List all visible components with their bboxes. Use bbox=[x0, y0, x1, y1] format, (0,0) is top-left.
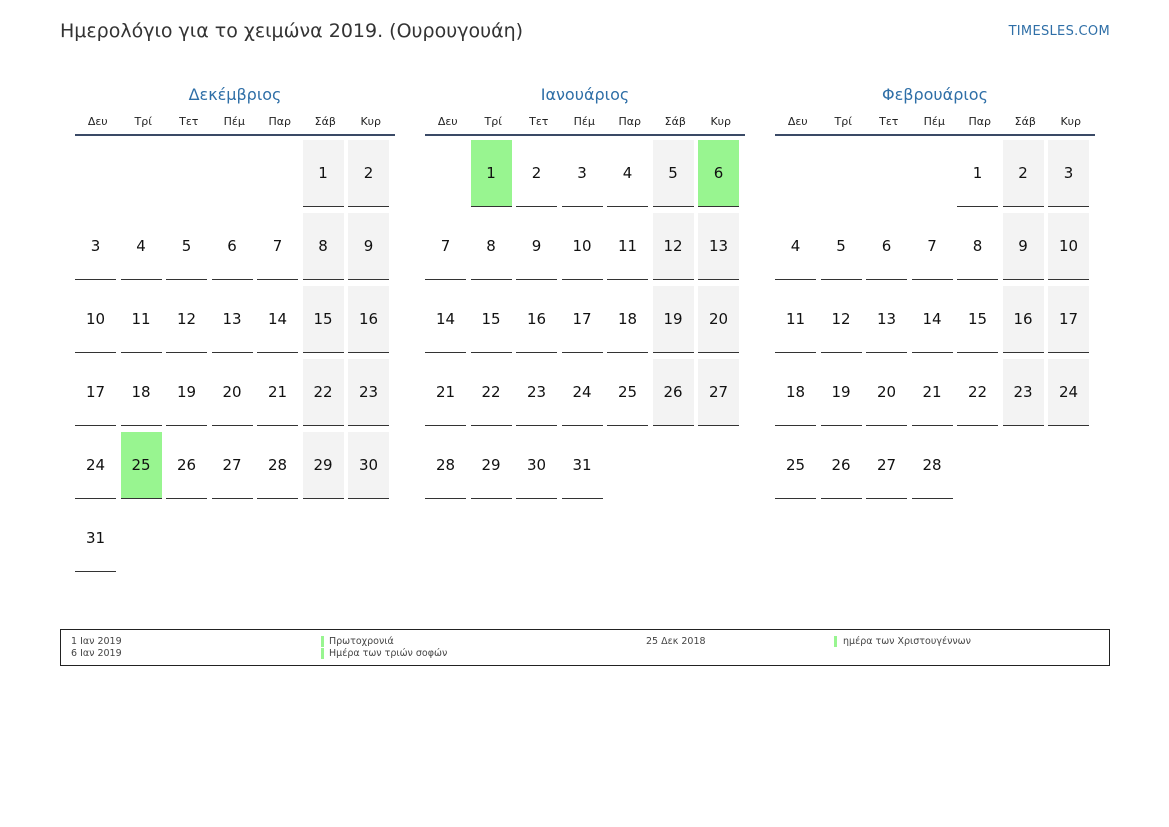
day-cell: 3 bbox=[75, 213, 116, 280]
day-cell: 4 bbox=[607, 140, 648, 207]
empty-day-cell bbox=[957, 432, 998, 499]
weekday-label: Πέμ bbox=[223, 115, 245, 128]
calendar-week bbox=[75, 505, 395, 578]
empty-day-cell bbox=[348, 505, 389, 572]
calendar-week bbox=[425, 213, 745, 286]
calendar-week bbox=[425, 286, 745, 359]
day-cell: 7 bbox=[425, 213, 466, 280]
day-cell: 18 bbox=[121, 359, 162, 426]
weekday-label: Κυρ bbox=[360, 115, 382, 128]
day-cell: 15 bbox=[471, 286, 512, 353]
day-cell: 30 bbox=[516, 432, 557, 499]
weekday-header bbox=[775, 110, 1095, 136]
day-cell: 11 bbox=[121, 286, 162, 353]
day-cell: 28 bbox=[912, 432, 953, 499]
page-title: Ημερολόγιο για το χειμώνα 2019. (Ουρουγουάη) bbox=[60, 20, 524, 42]
weekend-day-cell: 23 bbox=[1003, 359, 1044, 426]
day-cell: 10 bbox=[75, 286, 116, 353]
day-cell: 15 bbox=[957, 286, 998, 353]
day-cell: 24 bbox=[75, 432, 116, 499]
calendar-week bbox=[775, 286, 1095, 359]
month-december bbox=[75, 80, 395, 578]
month-february bbox=[775, 80, 1095, 505]
calendar-week bbox=[425, 359, 745, 432]
day-cell: 14 bbox=[425, 286, 466, 353]
day-cell: 28 bbox=[257, 432, 298, 499]
legend-date: 1 Ιαν 2019 bbox=[71, 636, 122, 647]
month-january bbox=[425, 80, 745, 505]
empty-day-cell bbox=[212, 140, 253, 207]
day-cell: 26 bbox=[166, 432, 207, 499]
empty-day-cell bbox=[303, 505, 344, 572]
empty-day-cell bbox=[866, 140, 907, 207]
day-cell: 4 bbox=[775, 213, 816, 280]
weekend-day-cell: 20 bbox=[698, 286, 739, 353]
holiday-day-cell: 6 bbox=[698, 140, 739, 207]
day-cell: 14 bbox=[912, 286, 953, 353]
legend-marker bbox=[321, 636, 324, 647]
legend-marker bbox=[321, 648, 324, 659]
weekend-day-cell: 16 bbox=[1003, 286, 1044, 353]
legend-date: 6 Ιαν 2019 bbox=[71, 648, 122, 659]
day-cell: 3 bbox=[562, 140, 603, 207]
empty-day-cell bbox=[257, 140, 298, 207]
weekday-label: Παρ bbox=[268, 115, 291, 128]
day-cell: 8 bbox=[471, 213, 512, 280]
day-cell: 31 bbox=[75, 505, 116, 572]
legend-date: 25 Δεκ 2018 bbox=[646, 636, 706, 647]
empty-day-cell bbox=[1003, 432, 1044, 499]
month-grid bbox=[425, 136, 745, 505]
day-cell: 20 bbox=[866, 359, 907, 426]
month-title: Δεκέμβριος bbox=[188, 85, 282, 104]
weekend-day-cell: 2 bbox=[348, 140, 389, 207]
empty-day-cell bbox=[653, 432, 694, 499]
day-cell: 2 bbox=[516, 140, 557, 207]
weekend-day-cell: 10 bbox=[1048, 213, 1089, 280]
day-cell: 11 bbox=[607, 213, 648, 280]
weekday-label: Τετ bbox=[529, 115, 549, 128]
weekday-label: Παρ bbox=[968, 115, 991, 128]
calendar-week bbox=[75, 432, 395, 505]
empty-day-cell bbox=[121, 505, 162, 572]
weekday-label: Τετ bbox=[179, 115, 199, 128]
day-cell: 13 bbox=[212, 286, 253, 353]
weekday-label: Πέμ bbox=[573, 115, 595, 128]
weekday-header bbox=[425, 110, 745, 136]
legend-marker bbox=[834, 636, 837, 647]
day-cell: 17 bbox=[562, 286, 603, 353]
day-cell: 31 bbox=[562, 432, 603, 499]
empty-day-cell bbox=[425, 140, 466, 207]
day-cell: 7 bbox=[257, 213, 298, 280]
weekday-label: Σάβ bbox=[314, 115, 336, 128]
weekend-day-cell: 1 bbox=[303, 140, 344, 207]
day-cell: 20 bbox=[212, 359, 253, 426]
holiday-day-cell: 25 bbox=[121, 432, 162, 499]
day-cell: 28 bbox=[425, 432, 466, 499]
day-cell: 6 bbox=[866, 213, 907, 280]
weekend-day-cell: 9 bbox=[348, 213, 389, 280]
calendar-week bbox=[75, 359, 395, 432]
weekday-label: Δευ bbox=[787, 115, 808, 128]
day-cell: 22 bbox=[471, 359, 512, 426]
day-cell: 19 bbox=[166, 359, 207, 426]
weekend-day-cell: 8 bbox=[303, 213, 344, 280]
weekend-day-cell: 27 bbox=[698, 359, 739, 426]
day-cell: 14 bbox=[257, 286, 298, 353]
day-cell: 25 bbox=[607, 359, 648, 426]
day-cell: 23 bbox=[516, 359, 557, 426]
month-title: Φεβρουάριος bbox=[882, 85, 988, 104]
month-grid bbox=[775, 136, 1095, 505]
weekend-day-cell: 13 bbox=[698, 213, 739, 280]
weekday-label: Τρί bbox=[484, 115, 502, 128]
day-cell: 13 bbox=[866, 286, 907, 353]
holiday-legend bbox=[60, 629, 1110, 666]
day-cell: 7 bbox=[912, 213, 953, 280]
empty-day-cell bbox=[166, 140, 207, 207]
day-cell: 21 bbox=[425, 359, 466, 426]
weekday-label: Πέμ bbox=[923, 115, 945, 128]
empty-day-cell bbox=[1048, 432, 1089, 499]
weekend-day-cell: 12 bbox=[653, 213, 694, 280]
weekend-day-cell: 22 bbox=[303, 359, 344, 426]
empty-day-cell bbox=[607, 432, 648, 499]
calendar-week bbox=[425, 432, 745, 505]
weekday-label: Δευ bbox=[437, 115, 458, 128]
day-cell: 27 bbox=[866, 432, 907, 499]
weekend-day-cell: 29 bbox=[303, 432, 344, 499]
weekend-day-cell: 2 bbox=[1003, 140, 1044, 207]
day-cell: 5 bbox=[166, 213, 207, 280]
holiday-day-cell: 1 bbox=[471, 140, 512, 207]
calendar-week bbox=[775, 140, 1095, 213]
empty-day-cell bbox=[75, 140, 116, 207]
calendar-week bbox=[75, 140, 395, 213]
calendar-week bbox=[75, 213, 395, 286]
legend-holiday-name: ημέρα των Χριστουγέννων bbox=[843, 636, 971, 647]
day-cell: 26 bbox=[821, 432, 862, 499]
day-cell: 16 bbox=[516, 286, 557, 353]
weekday-label: Κυρ bbox=[1060, 115, 1082, 128]
empty-day-cell bbox=[821, 140, 862, 207]
weekend-day-cell: 19 bbox=[653, 286, 694, 353]
calendar-week bbox=[775, 359, 1095, 432]
weekday-label: Τετ bbox=[879, 115, 899, 128]
weekend-day-cell: 9 bbox=[1003, 213, 1044, 280]
empty-day-cell bbox=[166, 505, 207, 572]
day-cell: 24 bbox=[562, 359, 603, 426]
weekend-day-cell: 30 bbox=[348, 432, 389, 499]
empty-day-cell bbox=[257, 505, 298, 572]
weekend-day-cell: 24 bbox=[1048, 359, 1089, 426]
day-cell: 12 bbox=[821, 286, 862, 353]
day-cell: 10 bbox=[562, 213, 603, 280]
day-cell: 11 bbox=[775, 286, 816, 353]
day-cell: 17 bbox=[75, 359, 116, 426]
weekday-label: Σάβ bbox=[664, 115, 686, 128]
day-cell: 22 bbox=[957, 359, 998, 426]
weekday-label: Σάβ bbox=[1014, 115, 1036, 128]
empty-day-cell bbox=[121, 140, 162, 207]
day-cell: 18 bbox=[775, 359, 816, 426]
day-cell: 8 bbox=[957, 213, 998, 280]
weekend-day-cell: 26 bbox=[653, 359, 694, 426]
weekday-label: Τρί bbox=[134, 115, 152, 128]
weekend-day-cell: 23 bbox=[348, 359, 389, 426]
empty-day-cell bbox=[698, 432, 739, 499]
empty-day-cell bbox=[212, 505, 253, 572]
day-cell: 12 bbox=[166, 286, 207, 353]
day-cell: 19 bbox=[821, 359, 862, 426]
legend-holiday-name: Πρωτοχρονιά bbox=[329, 636, 394, 647]
weekend-day-cell: 5 bbox=[653, 140, 694, 207]
day-cell: 5 bbox=[821, 213, 862, 280]
empty-day-cell bbox=[775, 140, 816, 207]
day-cell: 25 bbox=[775, 432, 816, 499]
calendar-week bbox=[775, 213, 1095, 286]
weekend-day-cell: 15 bbox=[303, 286, 344, 353]
calendar-week bbox=[775, 432, 1095, 505]
day-cell: 6 bbox=[212, 213, 253, 280]
day-cell: 21 bbox=[912, 359, 953, 426]
day-cell: 18 bbox=[607, 286, 648, 353]
day-cell: 9 bbox=[516, 213, 557, 280]
weekday-label: Δευ bbox=[87, 115, 108, 128]
weekday-label: Τρί bbox=[834, 115, 852, 128]
day-cell: 4 bbox=[121, 213, 162, 280]
day-cell: 1 bbox=[957, 140, 998, 207]
calendar-week bbox=[425, 140, 745, 213]
legend-holiday-name: Ημέρα των τριών σοφών bbox=[329, 648, 448, 659]
day-cell: 21 bbox=[257, 359, 298, 426]
weekday-header bbox=[75, 110, 395, 136]
weekend-day-cell: 3 bbox=[1048, 140, 1089, 207]
empty-day-cell bbox=[912, 140, 953, 207]
calendar-week bbox=[75, 286, 395, 359]
weekend-day-cell: 17 bbox=[1048, 286, 1089, 353]
weekend-day-cell: 16 bbox=[348, 286, 389, 353]
day-cell: 27 bbox=[212, 432, 253, 499]
weekday-label: Κυρ bbox=[710, 115, 732, 128]
month-title: Ιανουάριος bbox=[540, 85, 630, 104]
month-grid bbox=[75, 136, 395, 578]
weekday-label: Παρ bbox=[618, 115, 641, 128]
day-cell: 29 bbox=[471, 432, 512, 499]
site-link[interactable]: TIMESLES.COM bbox=[1008, 24, 1110, 39]
